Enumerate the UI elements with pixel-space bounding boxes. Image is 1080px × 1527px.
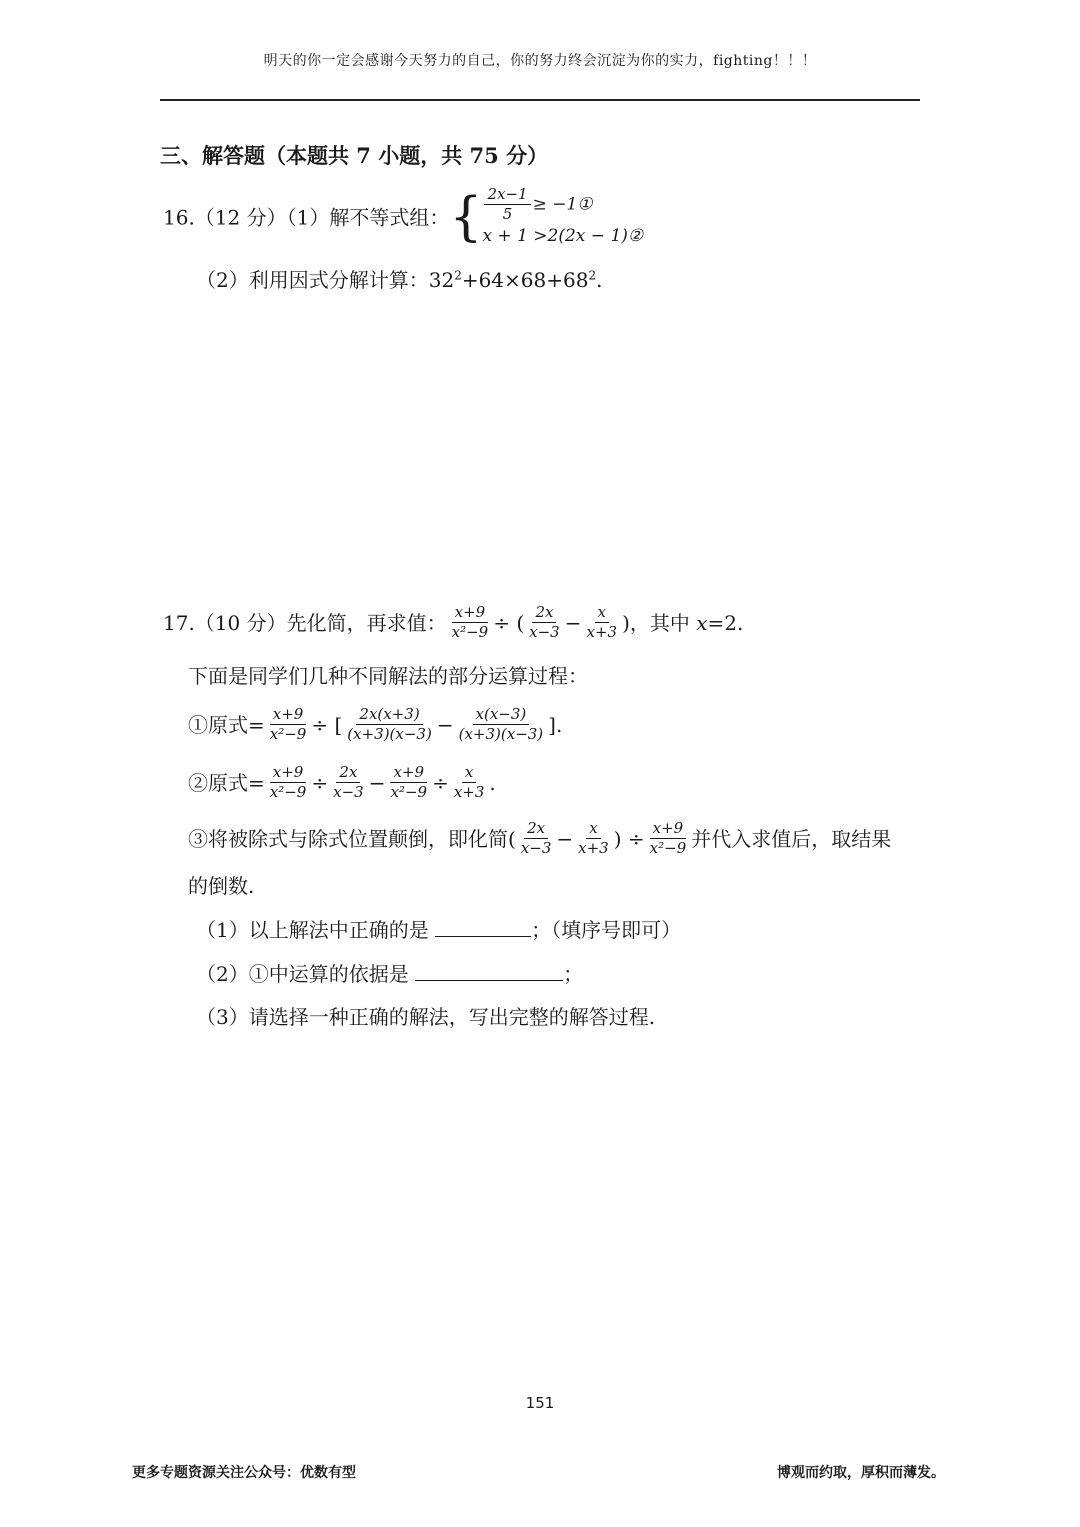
q17-frac2: $\frac{2x}{x-3}$ bbox=[529, 603, 560, 642]
m3-minus: − bbox=[556, 826, 574, 851]
q17-frac3: $\frac{x}{x+3}$ bbox=[586, 603, 618, 642]
q17-label: 17.（10 分）先化简，再求值： bbox=[163, 610, 447, 635]
m2-prefix: ②原式= bbox=[188, 770, 265, 795]
q17-open: ( bbox=[516, 610, 525, 635]
sub2-note: ； bbox=[563, 962, 584, 986]
q17-frac1: $\frac{x+9}{\text{x²−9}}$ bbox=[451, 603, 489, 642]
m1-minus: − bbox=[436, 712, 454, 737]
m2-op2: ÷ bbox=[432, 770, 449, 795]
m2-minus: − bbox=[368, 770, 386, 795]
m1-frac3: $\frac{x(x-3)}{(x+3)(x-3)}$ bbox=[458, 705, 544, 744]
header-divider bbox=[160, 99, 920, 101]
page-number: 151 bbox=[525, 1394, 555, 1412]
question-17 bbox=[163, 604, 743, 642]
q17-sub2 bbox=[196, 962, 583, 986]
m1-prefix: ①原式= bbox=[188, 712, 265, 737]
m1-op: ÷ [ bbox=[311, 712, 343, 737]
q16-part2 bbox=[196, 268, 602, 292]
q16-part2-sup1: 2 bbox=[454, 268, 462, 283]
footer-right-motto: 博观而约取，厚积而薄发。 bbox=[777, 1465, 945, 1481]
sub1-note: ；（填序号即可） bbox=[531, 918, 682, 942]
q16-part2-mid: +64×68+68 bbox=[461, 268, 589, 292]
q17-div: ÷ bbox=[493, 610, 510, 635]
q16-brace: { bbox=[449, 187, 483, 248]
header-motto: 明天的你一定会感谢今天努力的自己，你的努力终会沉淀为你的实力，fighting！！！ bbox=[263, 53, 817, 69]
m3-frac2: $\frac{x}{x+3}$ bbox=[578, 819, 609, 858]
m2-frac3: $\frac{x+9}{\text{x²−9}}$ bbox=[390, 763, 428, 802]
q16-label: 16.（12 分）（1）解不等式组： bbox=[163, 205, 450, 230]
q16-part2-sup2: 2 bbox=[588, 268, 597, 283]
section-title: 三、解答题（本题共 7 小题，共 75 分） bbox=[160, 143, 549, 168]
m2-frac4: $\frac{x}{x+3}$ bbox=[453, 763, 485, 802]
footer-left-note: 更多专题资源关注公众号：优数有型 bbox=[132, 1465, 356, 1481]
q16-part2-end: . bbox=[596, 268, 603, 292]
m3-frac3: $\frac{x+9}{\text{x²−9}}$ bbox=[649, 819, 687, 858]
sub1-text: （1）以上解法中正确的是 bbox=[196, 918, 429, 942]
sub2-answer-blank[interactable] bbox=[415, 962, 563, 981]
q17-method-3-line2: 的倒数. bbox=[188, 874, 255, 898]
q17-close: )，其中 bbox=[622, 610, 690, 635]
m3-op: ) ÷ bbox=[613, 826, 645, 851]
m2-op1: ÷ bbox=[311, 770, 329, 795]
m1-frac2: $\frac{2x(x+3)}{(x+3)(x-3)}$ bbox=[347, 705, 432, 744]
q17-sub3: （3）请选择一种正确的解法，写出完整的解答过程. bbox=[196, 1005, 656, 1029]
sub1-answer-blank[interactable] bbox=[435, 918, 531, 937]
m3-prefix: ③将被除式与除式位置颠倒，即化简( bbox=[188, 826, 516, 851]
q16-ineq1-rest: ≥ −1① bbox=[532, 194, 593, 215]
q17-method-1 bbox=[188, 706, 562, 744]
q17-method-3 bbox=[188, 820, 891, 858]
q16-ineq1-fraction: $\frac{2x-1}{5}$ bbox=[484, 186, 530, 224]
q17-sub1 bbox=[196, 918, 681, 942]
sub2-text: （2）①中运算的依据是 bbox=[196, 962, 409, 986]
m2-frac1: $\frac{x+9}{\text{x²−9}}$ bbox=[269, 763, 307, 802]
q16-ineq2: x + 1 >2(2x − 1)② bbox=[482, 225, 644, 246]
q17-method-2 bbox=[188, 764, 496, 802]
q17-minus: − bbox=[564, 610, 582, 635]
question-16 bbox=[163, 186, 643, 249]
q17-intro: 下面是同学们几种不同解法的部分运算过程： bbox=[188, 664, 588, 688]
m1-frac1: $\frac{x+9}{\text{x²−9}}$ bbox=[269, 705, 307, 744]
m2-frac2: $\frac{2x}{x-3}$ bbox=[333, 763, 364, 802]
q16-inequality-system bbox=[482, 186, 643, 249]
q17-eq-val: =2. bbox=[707, 610, 744, 635]
m3-suffix: 并代入求值后，取结果 bbox=[691, 826, 892, 851]
m1-end: ]. bbox=[548, 712, 563, 737]
m3-frac1: $\frac{2x}{x-3}$ bbox=[520, 819, 552, 858]
m2-end: . bbox=[489, 770, 496, 795]
q17-xvar: x bbox=[696, 610, 708, 635]
q16-part2-text: （2）利用因式分解计算：32 bbox=[196, 268, 455, 292]
